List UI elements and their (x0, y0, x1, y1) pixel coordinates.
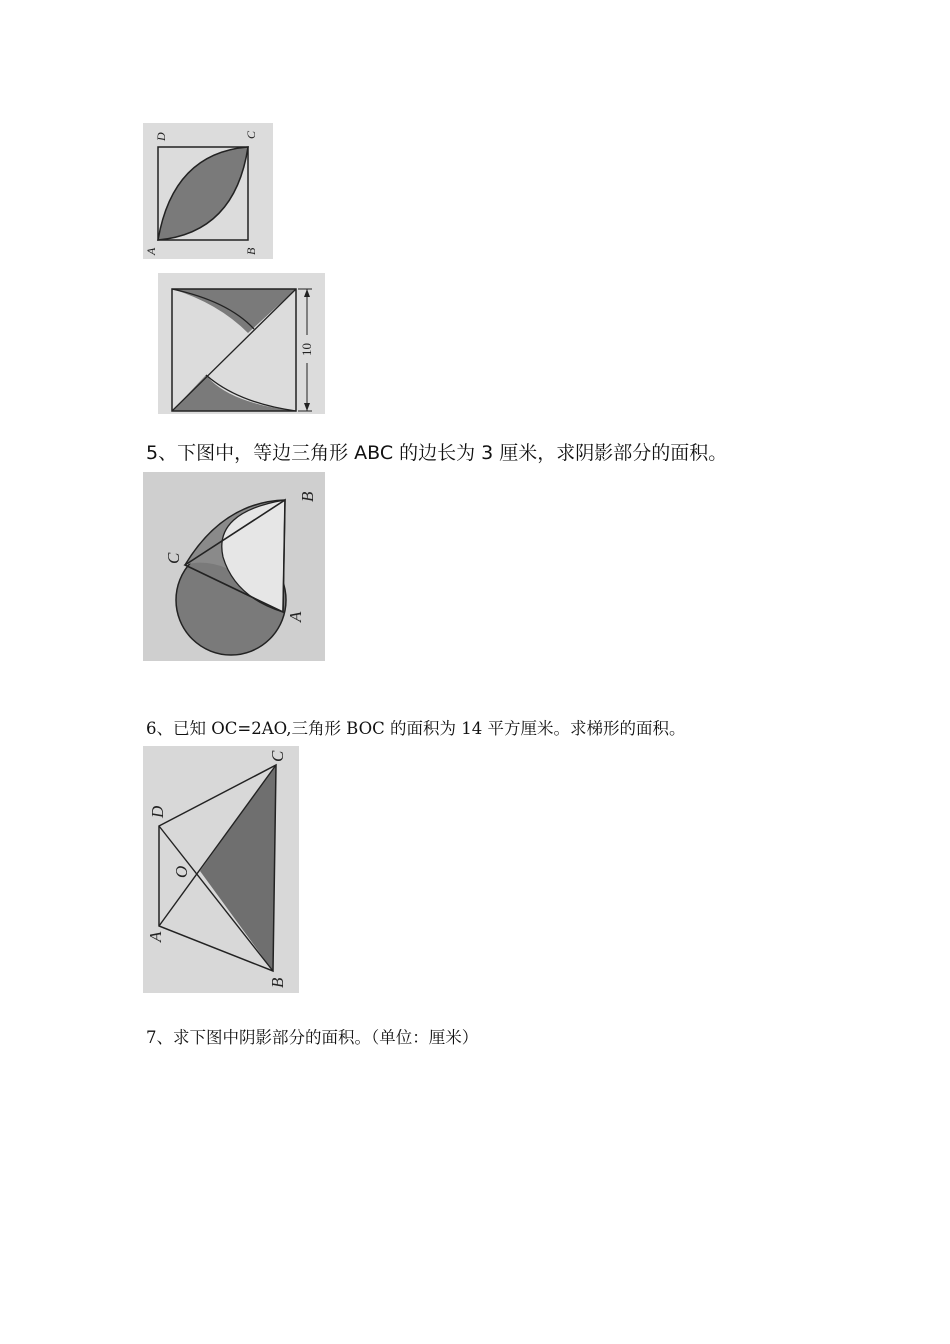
label-c: C (268, 750, 287, 762)
label-a: A (146, 931, 165, 942)
figure-triangle-semicircle (143, 472, 325, 661)
question-6: 6、已知 OC=2AO,三角形 BOC 的面积为 14 平方厘米。求梯形的面积。 (146, 719, 686, 738)
label-b: B (244, 247, 258, 255)
figure-trapezoid (143, 746, 299, 993)
label-d: D (154, 132, 168, 141)
label-b: B (268, 977, 287, 988)
question-7: 7、求下图中阴影部分的面积。（单位：厘米） (146, 1028, 479, 1047)
label-o: O (172, 865, 191, 878)
label-d: D (148, 805, 167, 818)
label-a: A (144, 247, 158, 255)
figure-square-leaf (143, 123, 273, 259)
question-5: 5、下图中，等边三角形 ABC 的边长为 3 厘米，求阴影部分的面积。 (146, 442, 728, 464)
figure-square-arcs (158, 273, 325, 414)
label-b: B (298, 491, 317, 502)
label-c: C (244, 130, 258, 139)
dimension-label: 10 (299, 343, 314, 356)
label-c: C (164, 552, 183, 564)
label-a: A (286, 611, 305, 622)
